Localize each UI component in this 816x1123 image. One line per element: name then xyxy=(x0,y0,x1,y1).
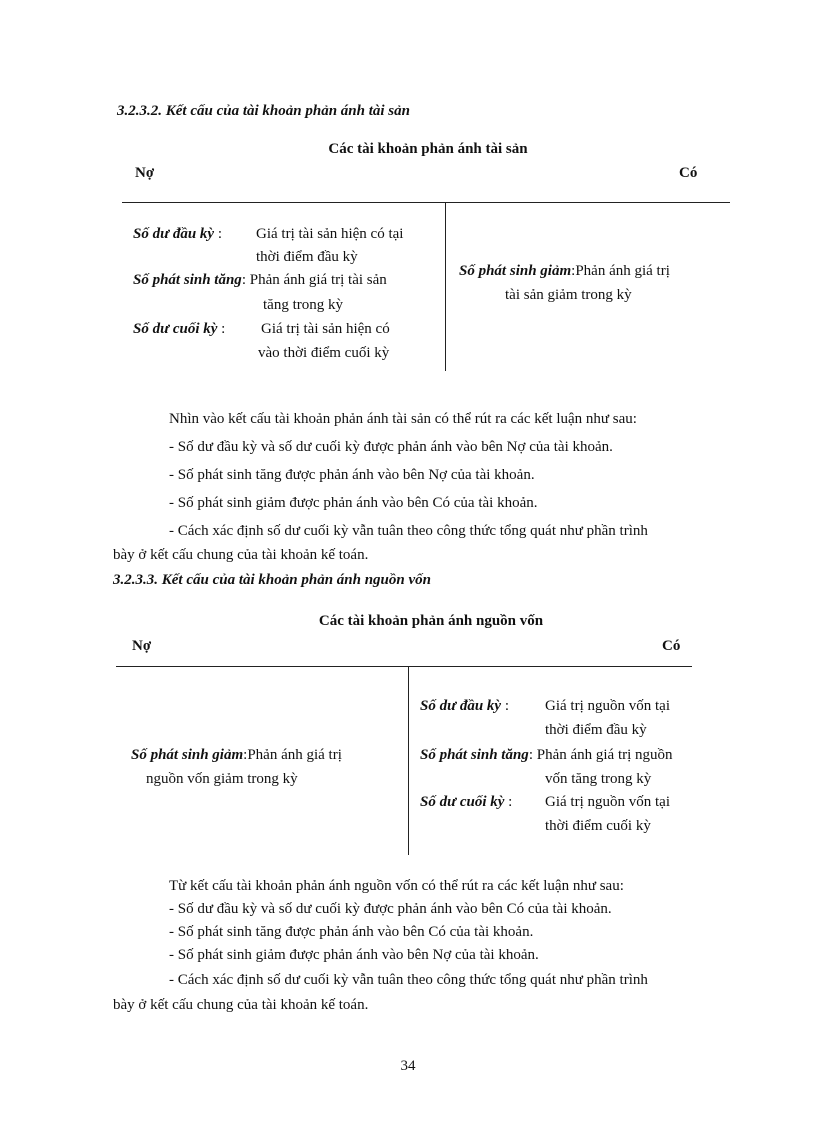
credit-label: Có xyxy=(679,165,698,181)
increase-desc-cont: tăng trong kỳ xyxy=(263,297,343,313)
debit-label: Nợ xyxy=(132,638,152,654)
opening-balance-desc-cont: thời điểm đầu kỳ xyxy=(256,249,358,265)
opening-balance-desc-cont: thời điểm đầu kỳ xyxy=(545,722,647,738)
decrease-entry: Số phát sinh giảm:Phản ánh giá trị xyxy=(131,747,342,763)
closing-balance-desc: Giá trị tài sản hiện có xyxy=(261,321,390,337)
conclusion-item: - Số phát sinh tăng được phản ánh vào bên Có của tài khoản. xyxy=(169,924,534,940)
section-heading-capital: 3.2.3.3. Kết cấu của tài khoản phản ánh nguồn vốn xyxy=(113,572,431,588)
decrease-term: Số phát sinh giảm xyxy=(459,263,572,279)
closing-balance-desc: Giá trị nguồn vốn tại xyxy=(545,794,670,810)
conclusion-item: - Cách xác định số dư cuối kỳ vẫn tuân theo công thức tổng quát như phần trình xyxy=(169,972,648,988)
opening-balance-term: Số dư đầu kỳ xyxy=(420,698,502,714)
conclusion-item-cont: bày ở kết cấu chung của tài khoản kế toán. xyxy=(113,997,369,1013)
t-account-title-assets: Các tài khoản phản ánh tài sản xyxy=(328,141,528,157)
conclusion-intro: Từ kết cấu tài khoản phản ánh nguồn vốn có thể rút ra các kết luận như sau: xyxy=(169,878,624,894)
closing-balance-term: Số dư cuối kỳ xyxy=(133,321,218,337)
closing-balance-term: Số dư cuối kỳ xyxy=(420,794,505,810)
increase-entry: Số phát sinh tăng: Phản ánh giá trị tài sản xyxy=(133,272,387,288)
increase-desc: Phản ánh giá trị tài sản xyxy=(245,272,387,288)
t-account-title-capital: Các tài khoản phản ánh nguồn vốn xyxy=(318,613,544,629)
closing-balance-entry: Số dư cuối kỳ : xyxy=(420,794,513,810)
conclusion-item: - Số phát sinh tăng được phản ánh vào bên Nợ của tài khoản. xyxy=(169,467,535,483)
conclusion-item: - Số dư đầu kỳ và số dư cuối kỳ được phản ánh vào bên Nợ của tài khoản. xyxy=(169,439,613,455)
t-account-vertical-line xyxy=(408,666,409,855)
opening-balance-entry: Số dư đầu kỳ : xyxy=(420,698,510,714)
conclusion-item: - Số dư đầu kỳ và số dư cuối kỳ được phản ánh vào bên Có của tài khoản. xyxy=(169,901,612,917)
decrease-desc: Phản ánh giá trị xyxy=(575,263,670,279)
decrease-entry: Số phát sinh giảm:Phản ánh giá trị xyxy=(459,263,670,279)
closing-balance-desc-cont: thời điểm cuối kỳ xyxy=(545,818,651,834)
conclusion-item: - Cách xác định số dư cuối kỳ vẫn tuân theo công thức tổng quát như phần trình xyxy=(169,523,648,539)
closing-balance-desc-cont: vào thời điểm cuối kỳ xyxy=(258,345,390,361)
increase-term: Số phát sinh tăng xyxy=(133,272,242,288)
conclusion-item: - Số phát sinh giảm được phản ánh vào bên Nợ của tài khoản. xyxy=(169,947,539,963)
conclusion-item-cont: bày ở kết cấu chung của tài khoản kế toán. xyxy=(113,547,369,563)
t-account-horizontal-line xyxy=(122,202,730,203)
page-number: 34 xyxy=(400,1058,416,1074)
increase-entry: Số phát sinh tăng: Phản ánh giá trị nguồn xyxy=(420,747,673,763)
increase-term: Số phát sinh tăng xyxy=(420,747,529,763)
conclusion-item: - Số phát sinh giảm được phản ánh vào bên Có của tài khoản. xyxy=(169,495,538,511)
section-heading-assets: 3.2.3.2. Kết cấu của tài khoản phản ánh tài sản xyxy=(117,103,410,119)
debit-label: Nợ xyxy=(135,165,155,181)
opening-balance-entry: Số dư đầu kỳ : xyxy=(133,226,223,242)
opening-balance-term: Số dư đầu kỳ xyxy=(133,226,215,242)
increase-desc: Phản ánh giá trị nguồn xyxy=(532,747,673,763)
decrease-desc: Phản ánh giá trị xyxy=(247,747,342,763)
increase-desc-cont: vốn tăng trong kỳ xyxy=(545,771,652,787)
decrease-desc-cont: tài sản giảm trong kỳ xyxy=(505,287,632,303)
t-account-vertical-line xyxy=(445,202,446,371)
closing-balance-entry: Số dư cuối kỳ : xyxy=(133,321,226,337)
credit-label: Có xyxy=(662,638,681,654)
opening-balance-desc: Giá trị nguồn vốn tại xyxy=(545,698,670,714)
t-account-horizontal-line xyxy=(116,666,692,667)
conclusion-intro: Nhìn vào kết cấu tài khoản phản ánh tài sản có thể rút ra các kết luận như sau: xyxy=(169,411,637,427)
decrease-term: Số phát sinh giảm xyxy=(131,747,244,763)
opening-balance-desc: Giá trị tài sản hiện có tại xyxy=(256,226,404,242)
decrease-desc-cont: nguồn vốn giảm trong kỳ xyxy=(146,771,298,787)
